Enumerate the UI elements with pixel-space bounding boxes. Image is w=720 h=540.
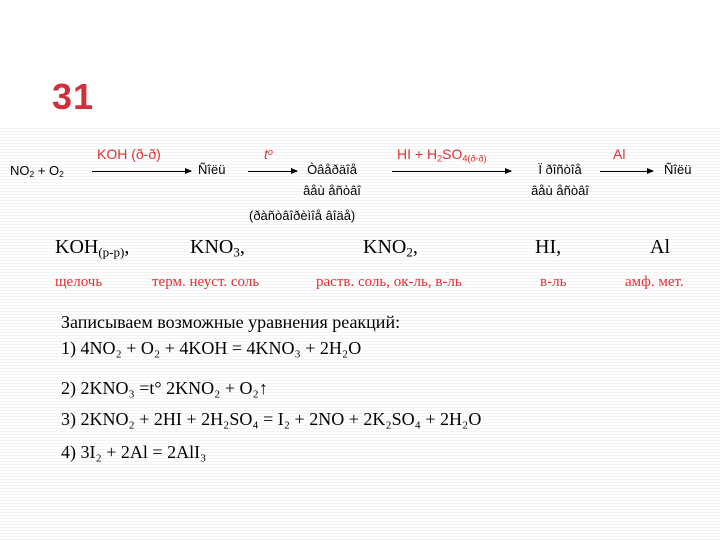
- equation-4: 4) 3I₂ + 2Al = 2AlI₃: [61, 442, 207, 462]
- reagent-4-label: Al: [613, 146, 626, 162]
- product-1: Ñîëü: [198, 162, 226, 177]
- substance-al: Al: [650, 236, 670, 258]
- reagent-3-label: HI + $H_2SO_{4(ð-ð)}$: [397, 146, 487, 164]
- class-kno3: терм. неуст. соль: [152, 274, 260, 290]
- equation-3: 3) 2KNO₂ + 2HI + 2H₂SO₄ = I₂ + 2NO + 2K₂SO₄ + 2H₂O: [61, 409, 482, 429]
- product-3: Ï ðîñòîå âåù åñòâî: [531, 162, 589, 198]
- equation-1: 1) 4NO₂ + O₂ + 4KOH = 4KNO₃ + 2H₂O: [61, 338, 362, 358]
- class-al: амф. мет.: [625, 274, 684, 290]
- product-4: Ñîëü: [664, 162, 692, 177]
- class-hi: в-ль: [540, 274, 567, 290]
- class-koh: щелочь: [55, 274, 103, 290]
- substance-kno3: $KNO_3$,: [190, 236, 245, 260]
- arrow-1: [92, 171, 191, 172]
- product-2: Òâåðäîå âåù åñòâî: [303, 162, 361, 198]
- substance-hi: HI,: [535, 236, 562, 258]
- product-2-note: (ðàñòâîðèìîå âîäå): [249, 208, 356, 223]
- equation-2: 2) 2KNO₃ =t° 2KNO₂ + O₂↑: [61, 378, 268, 398]
- slide-number: 31: [52, 76, 95, 117]
- equations-intro: Записываем возможные уравнения реакций:: [61, 312, 401, 332]
- class-kno2: раств. соль, ок-ль, в-ль: [316, 274, 462, 290]
- arrow-3: [392, 171, 511, 172]
- chain-start: $NO_2 + O_2$: [10, 163, 64, 180]
- reagent-1-label: KOH (ð-ð): [97, 146, 161, 162]
- reagent-2-label: $t^o$: [264, 146, 273, 162]
- substance-koh: $KOH_{(р-р)}$,: [55, 236, 130, 260]
- substance-kno2: $KNO_2$,: [363, 236, 418, 260]
- arrow-4: [600, 171, 653, 172]
